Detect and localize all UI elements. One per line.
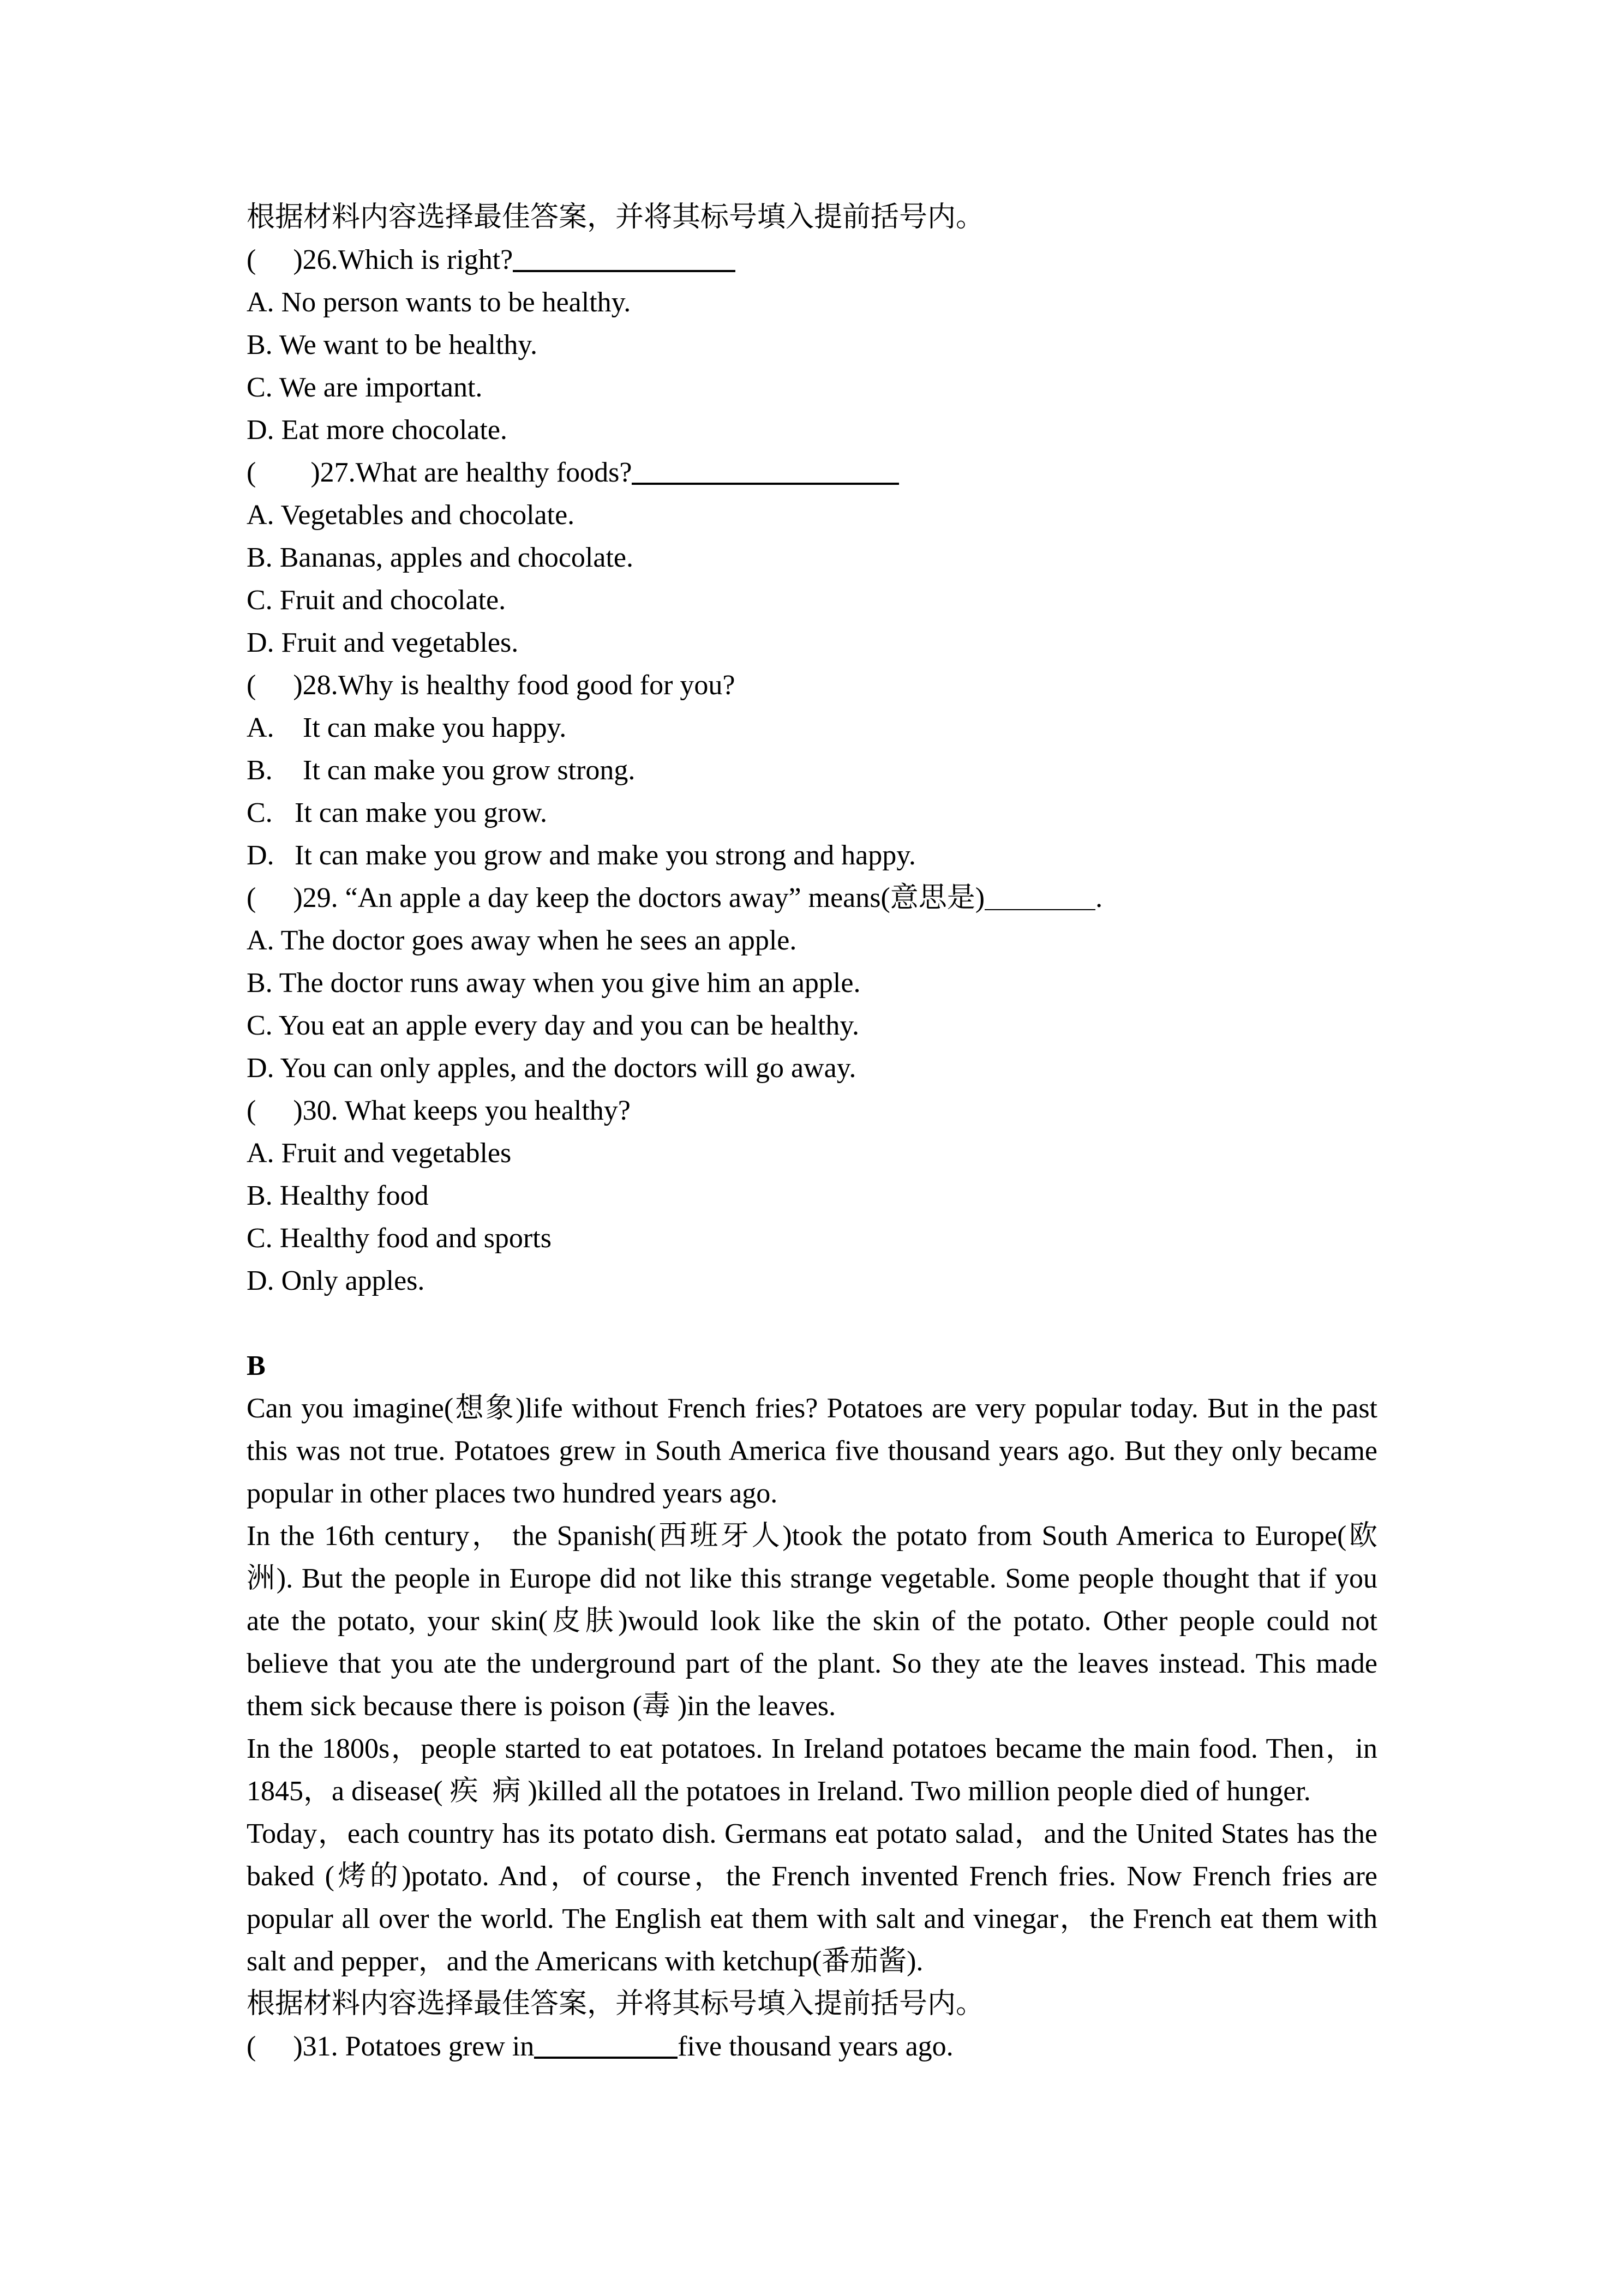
question-number: 30. <box>302 1095 338 1126</box>
option <box>247 537 1377 579</box>
option-label: B. <box>247 755 273 786</box>
option-text: Healthy food and sports <box>279 1223 552 1254</box>
option-label: B. <box>247 1180 273 1211</box>
option-label: C. <box>247 797 273 828</box>
option <box>247 919 1377 962</box>
question-29 <box>247 877 1377 919</box>
option-text: Only apples. <box>281 1265 425 1296</box>
question-stem: Which is right? <box>338 244 513 275</box>
answer-bracket[interactable]: ( ) <box>247 2031 303 2062</box>
option-text: We want to be healthy. <box>279 329 538 360</box>
question-stem: Potatoes grew in <box>345 2031 535 2062</box>
section-b-heading: B <box>247 1350 266 1381</box>
option-text: No person wants to be healthy. <box>281 287 631 318</box>
question-number: 27. <box>320 457 356 488</box>
answer-blank[interactable] <box>632 483 899 485</box>
passage-line: Today，each country has its potato dish. Germans eat potato salad，and the United States has the <box>247 1818 1377 1849</box>
option-label: C. <box>247 372 273 403</box>
instruction: 根据材料内容选择最佳答案，并将其标号填入提前括号内。 <box>247 202 985 233</box>
option-label: B. <box>247 542 273 573</box>
option <box>247 1005 1377 1047</box>
option <box>247 366 1377 409</box>
question-number: 31. <box>302 2031 338 2062</box>
option-text: We are important. <box>279 372 483 403</box>
option <box>247 1217 1377 1260</box>
option-text: Fruit and vegetables. <box>281 627 519 658</box>
answer-bracket[interactable]: ( ) <box>247 1095 303 1126</box>
passage-line: them sick because there is poison (毒 )in the leaves. <box>247 1691 836 1722</box>
option <box>247 962 1377 1005</box>
option-text: Eat more chocolate. <box>281 414 507 446</box>
option-label: D. <box>247 1265 274 1296</box>
passage-line: believe that you ate the underground part of the plant. So they ate the leaves instead. This made <box>247 1648 1377 1679</box>
option-label: D. <box>247 840 274 871</box>
question-stem-end: five thousand years ago. <box>678 2031 954 2062</box>
question-number: 26. <box>302 244 338 275</box>
passage-line: salt and pepper，and the Americans with ketchup(番茄酱). <box>247 1946 924 1977</box>
option <box>247 749 1377 792</box>
option-text: It can make you grow and make you strong and happy. <box>295 840 916 871</box>
option-label: C. <box>247 585 273 616</box>
passage-line: this was not true. Potatoes grew in South America five thousand years ago. But they only became <box>247 1435 1377 1466</box>
option-text: Vegetables and chocolate. <box>280 500 575 531</box>
option <box>247 622 1377 664</box>
question-stem-end: . <box>1095 882 1103 913</box>
passage-line: baked (烤的)potato. And，of course，the French invented French fries. Now French fries are <box>247 1861 1377 1892</box>
passage-line: Can you imagine(想象)life without French fries? Potatoes are very popular today. But in the past <box>247 1393 1377 1424</box>
option <box>247 1175 1377 1217</box>
option-label: B. <box>247 329 273 360</box>
option-text: It can make you grow strong. <box>303 755 636 786</box>
option-label: A. <box>247 712 274 743</box>
answer-blank[interactable] <box>534 2057 678 2059</box>
option <box>247 1260 1377 1302</box>
option <box>247 1047 1377 1090</box>
passage-line: 洲). But the people in Europe did not like this strange vegetable. Some people thought that if you <box>247 1563 1377 1594</box>
option-text: The doctor goes away when he sees an apple. <box>280 925 797 956</box>
passage-line: In the 1800s，people started to eat potatoes. In Ireland potatoes became the main food. Then，in <box>247 1733 1377 1764</box>
option-text: Fruit and chocolate. <box>279 585 506 616</box>
question-30 <box>247 1090 1377 1132</box>
passage-line: popular in other places two hundred years ago. <box>247 1478 778 1509</box>
answer-blank[interactable] <box>985 909 1095 910</box>
option <box>247 707 1377 749</box>
passage-line: popular all over the world. The English eat them with salt and vinegar，the French eat them with <box>247 1903 1377 1934</box>
option-text: Healthy food <box>279 1180 429 1211</box>
question-stem: What are healthy foods? <box>355 457 632 488</box>
option <box>247 1132 1377 1175</box>
question-31 <box>247 2025 1377 2068</box>
option-label: A. <box>247 925 274 956</box>
option <box>247 409 1377 452</box>
question-26 <box>247 239 1377 281</box>
option-text: It can make you grow. <box>295 797 548 828</box>
option-text: Bananas, apples and chocolate. <box>279 542 633 573</box>
question-28 <box>247 664 1377 707</box>
option <box>247 324 1377 366</box>
question-27 <box>247 452 1377 494</box>
option-label: D. <box>247 627 274 658</box>
answer-bracket[interactable]: ( ) <box>247 244 303 275</box>
passage-line: ate the potato, your skin(皮肤)would look like the skin of the potato. Other people could not <box>247 1606 1377 1637</box>
option-label: B. <box>247 967 273 999</box>
answer-bracket[interactable]: ( ) <box>247 882 303 913</box>
question-number: 28. <box>302 670 338 701</box>
option <box>247 281 1377 324</box>
answer-bracket[interactable]: ( ) <box>247 670 303 701</box>
passage-line: In the 16th century， the Spanish(西班牙人)took the potato from South America to Europe(欧 <box>247 1520 1377 1552</box>
option-label: D. <box>247 414 274 446</box>
option-label: C. <box>247 1010 273 1041</box>
option-text: It can make you happy. <box>303 712 567 743</box>
option-label: A. <box>247 287 274 318</box>
option-label: A. <box>247 500 274 531</box>
option-text: Fruit and vegetables <box>281 1138 512 1169</box>
question-number: 29. <box>302 882 338 913</box>
passage-line: 1845，a disease( 疾 病 )killed all the potatoes in Ireland. Two million people died of hunger. <box>247 1776 1311 1807</box>
option-text: The doctor runs away when you give him an apple. <box>279 967 861 999</box>
option <box>247 834 1377 877</box>
option-text: You can only apples, and the doctors will go away. <box>280 1053 856 1084</box>
option <box>247 494 1377 537</box>
question-stem: “An apple a day keep the doctors away” means(意思是) <box>345 882 985 913</box>
option-label: A. <box>247 1138 274 1169</box>
option-label: C. <box>247 1223 273 1254</box>
question-stem: What keeps you healthy? <box>344 1095 631 1126</box>
instruction-b: 根据材料内容选择最佳答案，并将其标号填入提前括号内。 <box>247 1988 985 2019</box>
answer-bracket[interactable]: ( ) <box>247 457 320 488</box>
question-stem: Why is healthy food good for you? <box>338 670 735 701</box>
option-text: You eat an apple every day and you can be healthy. <box>278 1010 859 1041</box>
option <box>247 792 1377 834</box>
option <box>247 579 1377 622</box>
answer-blank[interactable] <box>513 270 735 272</box>
option-label: D. <box>247 1053 274 1084</box>
